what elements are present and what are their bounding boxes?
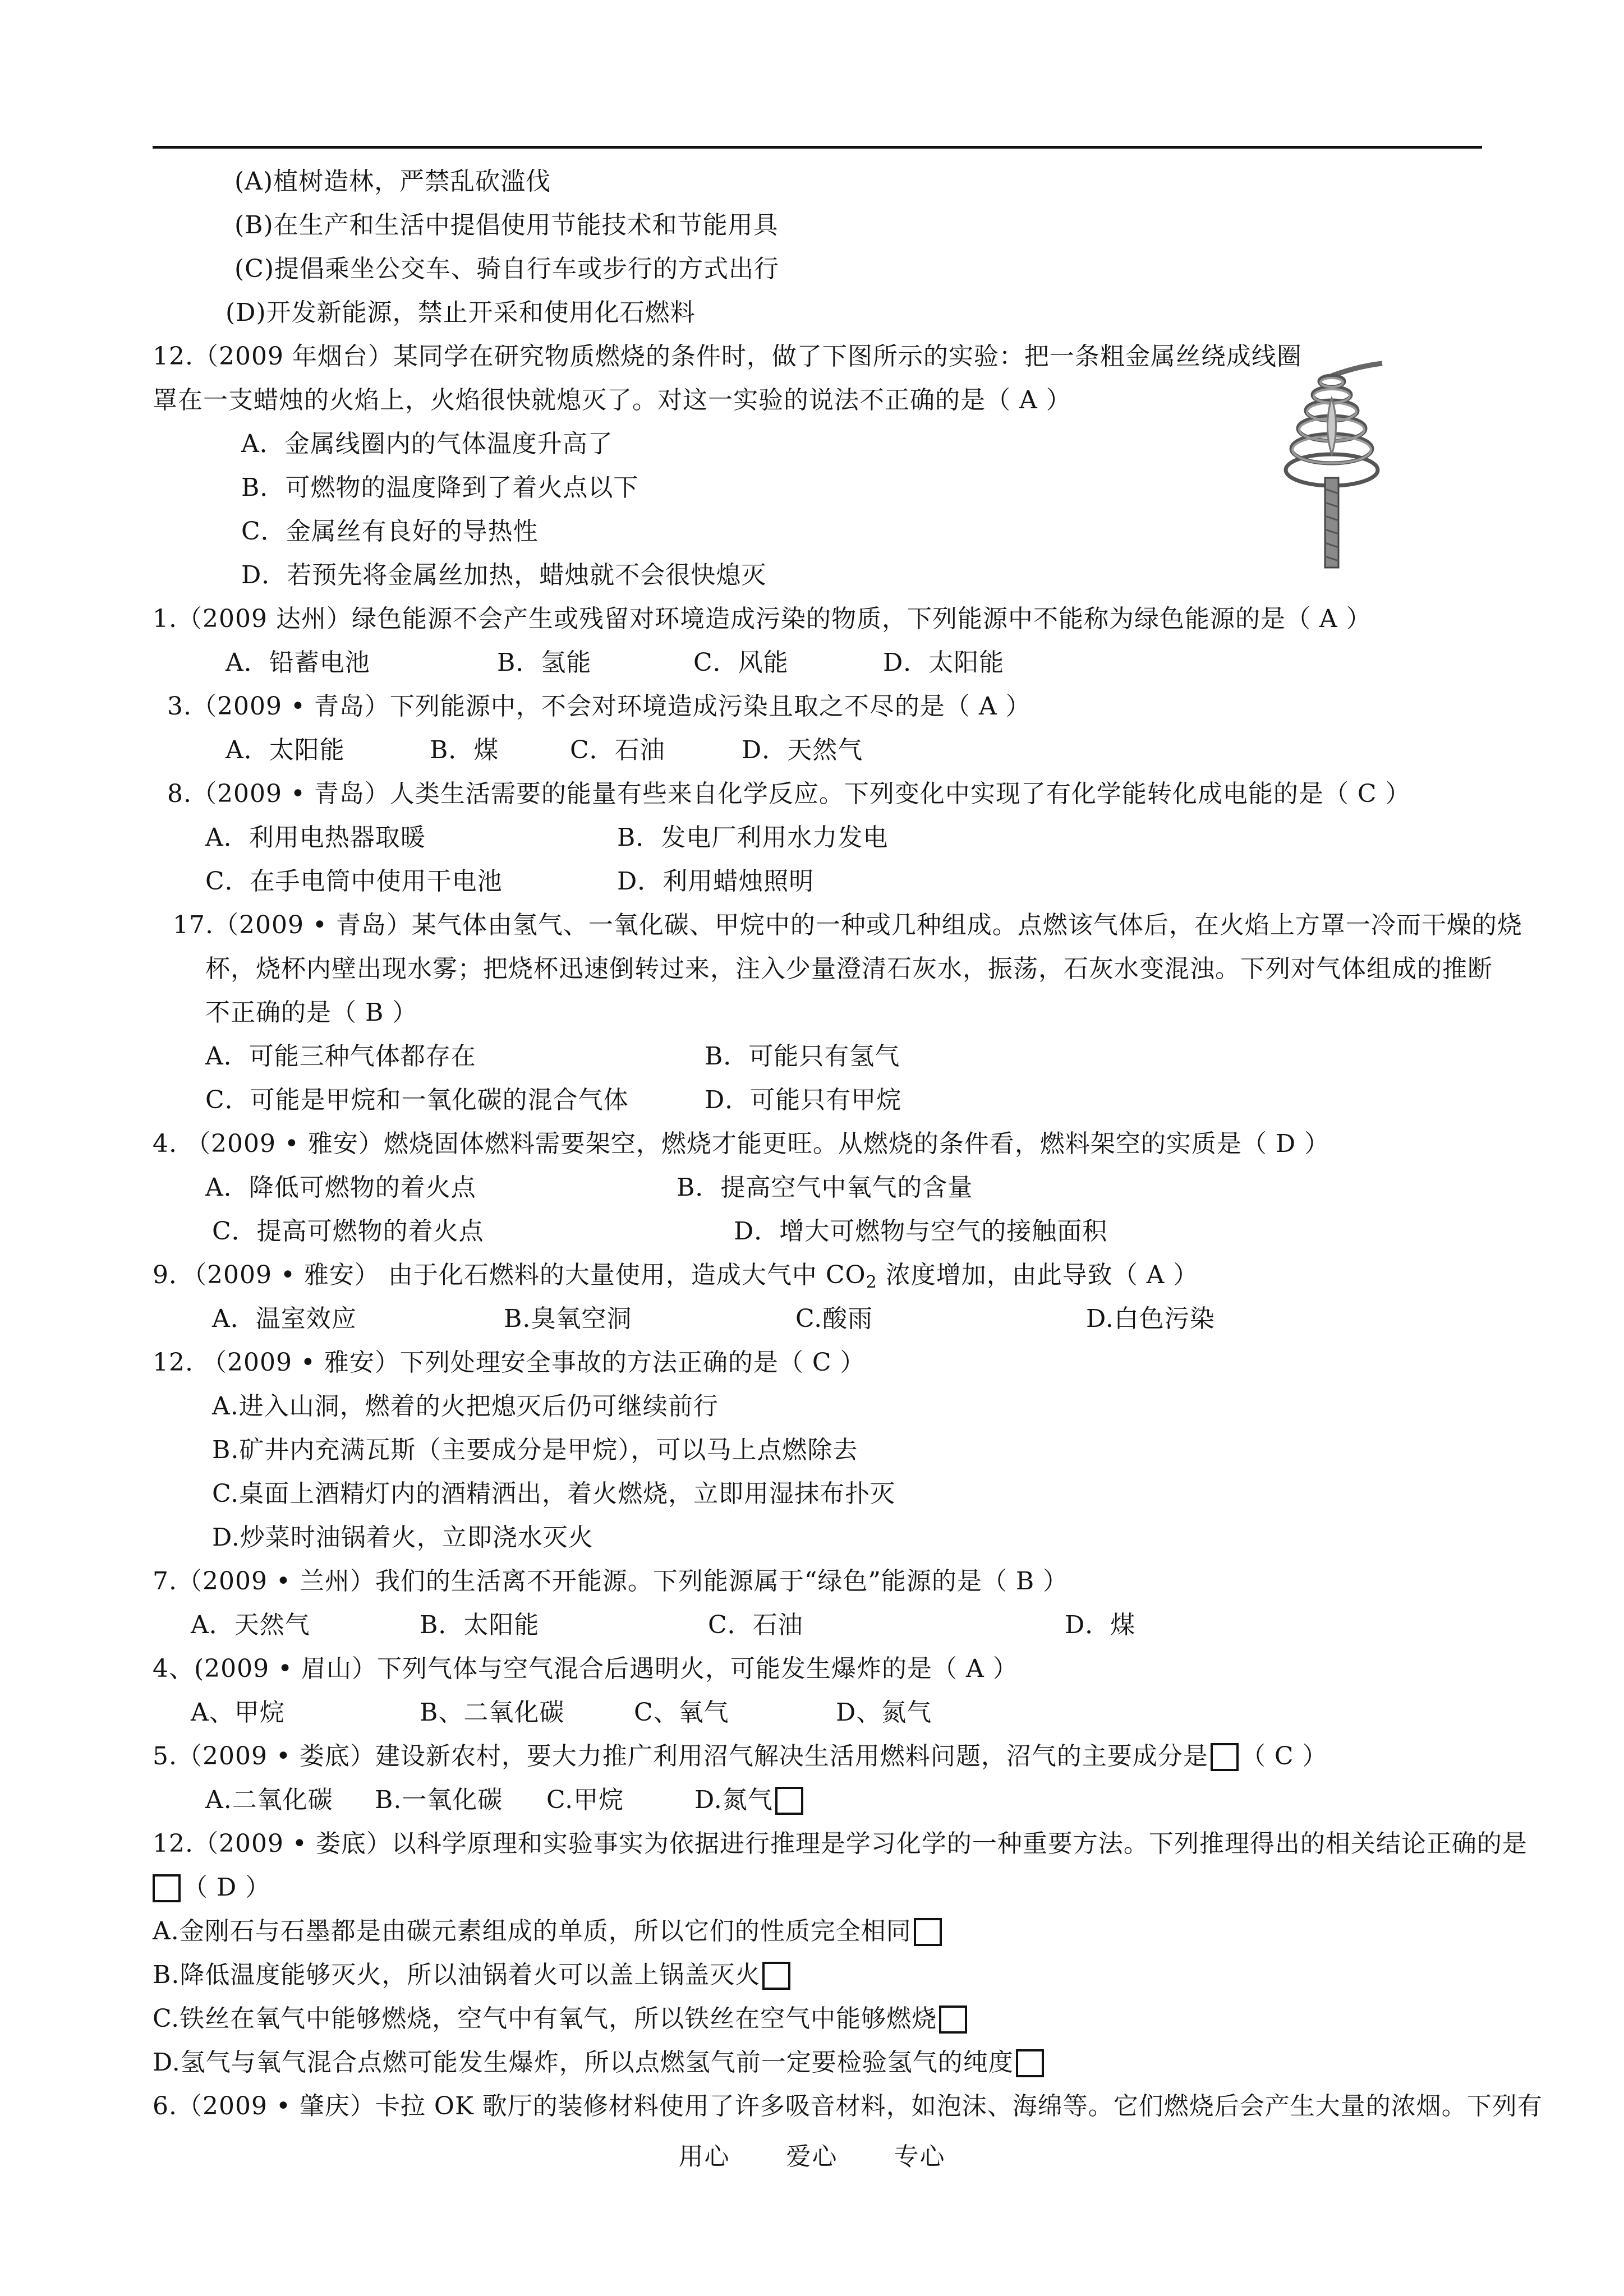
q4-yaan-options-row2 xyxy=(212,1216,1222,1247)
footer-word-3: 专心 xyxy=(894,2142,946,2171)
q4-yaan-options-row1 xyxy=(205,1172,1215,1204)
q7-lanzhou-option-b: B．太阳能 xyxy=(420,1611,540,1639)
footer-word-1: 用心 xyxy=(678,2142,730,2171)
q8-qingdao-option-a: A．利用电热器取暖 xyxy=(205,823,426,852)
header-rule xyxy=(153,146,1482,149)
q6-zhaoqing-stem: 6.（2009 • 肇庆）卡拉 OK 歌厅的装修材料使用了许多吸音材料，如泡沫、海绵等。它们燃烧后会产生大量的浓烟。下列有 xyxy=(153,2092,1543,2120)
q1-dazhou-option-a: A．铅蓄电池 xyxy=(226,648,370,677)
q9-yaan-option-c: C.酸雨 xyxy=(795,1304,873,1333)
q4-meishan-option-a: A、甲烷 xyxy=(191,1698,285,1727)
q5-loudi-answer: （ C ） xyxy=(1240,1742,1328,1771)
q17-qingdao-option-d: D．可能只有甲烷 xyxy=(705,1086,902,1114)
q12-yaan-stem: 12. （2009 • 雅安）下列处理安全事故的方法正确的是（ C ） xyxy=(153,1348,866,1377)
q3-qingdao-stem: 3.（2009 • 青岛）下列能源中，不会对环境造成污染且取之不尽的是（ A ） xyxy=(167,692,1031,721)
blank-box xyxy=(775,1787,803,1815)
q8-qingdao-options-row1 xyxy=(205,822,991,854)
q1-dazhou-stem: 1.（2009 达州）绿色能源不会产生或残留对环境造成污染的物质，下列能源中不能称为绿色能源的是（ A ） xyxy=(153,605,1372,633)
q17-qingdao-stem-2: 杯，烧杯内壁出现水雾；把烧杯迅速倒转过来，注入少量澄清石灰水，振荡，石灰水变混浊。下列对气体组成的推断 xyxy=(205,955,1493,983)
footer-word-2: 爱心 xyxy=(786,2142,838,2171)
q12-loudi-answer-line xyxy=(153,1872,270,1903)
q11-option-c: (C)提倡乘坐公交车、骑自行车或步行的方式出行 xyxy=(234,255,779,283)
q8-qingdao-option-c: C．在手电筒中使用干电池 xyxy=(205,867,503,896)
q8-qingdao-options-row2 xyxy=(205,866,991,897)
q4-yaan-option-a: A．降低可燃物的着火点 xyxy=(205,1173,476,1202)
q9-yaan-stem-pre: 9．（2009 • 雅安） 由于化石燃料的大量使用，造成大气中 CO xyxy=(153,1261,866,1289)
q17-qingdao-option-c: C．可能是甲烷和一氧化碳的混合气体 xyxy=(205,1086,629,1114)
q9-yaan-option-d: D.白色污染 xyxy=(1086,1304,1215,1333)
q9-yaan-stem-post: 浓度增加，由此导致（ A ） xyxy=(877,1261,1199,1289)
q17-qingdao-stem-1: 17.（2009 • 青岛）某气体由氢气、一氧化碳、甲烷中的一种或几种组成。点燃该气体后，在火焰上方罩一冷而干燥的烧 xyxy=(173,911,1522,939)
q3-qingdao-option-c: C．石油 xyxy=(570,736,665,764)
q3-qingdao-option-b: B．煤 xyxy=(430,736,499,764)
q12-yantai-option-d: D．若预先将金属丝加热，蜡烛就不会很快熄灭 xyxy=(241,561,767,589)
q11-option-d: (D)开发新能源，禁止开采和使用化石燃料 xyxy=(226,298,696,327)
q7-lanzhou-option-d: D．煤 xyxy=(1065,1611,1136,1639)
q12-yaan-option-a: A.进入山洞，燃着的火把熄灭后仍可继续前行 xyxy=(212,1392,719,1421)
q12-loudi-stem: 12.（2009 • 娄底）以科学原理和实验事实为依据进行推理是学习化学的一种重要方法。下列推理得出的相关结论正确的是 xyxy=(153,1829,1528,1858)
q9-yaan-options xyxy=(212,1303,1278,1335)
metal-coil-candle-figure xyxy=(1278,359,1384,572)
blank-box xyxy=(1016,2049,1044,2077)
blank-box xyxy=(762,1962,790,1990)
q3-qingdao-option-a: A．太阳能 xyxy=(226,736,345,764)
q17-qingdao-options-row1 xyxy=(205,1041,1103,1072)
q4-yaan-option-c: C．提高可燃物的着火点 xyxy=(212,1217,484,1246)
q9-yaan-option-b: B.臭氧空洞 xyxy=(504,1304,632,1333)
q17-qingdao-stem-3: 不正确的是（ B ） xyxy=(205,998,418,1027)
q7-lanzhou-stem: 7.（2009 • 兰州）我们的生活离不开能源。下列能源属于“绿色”能源的是（ B ） xyxy=(153,1567,1069,1596)
q9-yaan-stem xyxy=(153,1260,1198,1291)
q12-loudi-option-b-text: B.降低温度能够灭火，所以油锅着火可以盖上锅盖灭火 xyxy=(153,1961,761,1989)
blank-box xyxy=(914,1918,942,1946)
q12-loudi-option-b xyxy=(153,1960,793,1991)
q4-yaan-option-d: D．增大可燃物与空气的接触面积 xyxy=(734,1217,1108,1246)
q7-lanzhou-option-c: C．石油 xyxy=(708,1611,803,1639)
q12-yantai-stem-2: 罩在一支蜡烛的火焰上，火焰很快就熄灭了。对这一实验的说法不正确的是（ A ） xyxy=(153,386,1071,414)
q1-dazhou-option-d: D．太阳能 xyxy=(883,648,1005,677)
q4-yaan-option-b: B．提高空气中氧气的含量 xyxy=(677,1173,973,1202)
page-footer xyxy=(0,2141,1624,2173)
q12-yantai-option-b: B．可燃物的温度降到了着火点以下 xyxy=(241,473,639,502)
q12-loudi-option-a xyxy=(153,1916,944,1947)
q3-qingdao-option-d: D．天然气 xyxy=(742,736,863,764)
q8-qingdao-stem: 8.（2009 • 青岛）人类生活需要的能量有些来自化学反应。下列变化中实现了有化学能转化成电能的是（ C ） xyxy=(167,780,1411,808)
q12-loudi-option-c xyxy=(153,2003,969,2035)
q12-yaan-option-b: B.矿井内充满瓦斯（主要成分是甲烷），可以马上点燃除去 xyxy=(212,1436,858,1464)
q7-lanzhou-options xyxy=(191,1610,1257,1641)
blank-box xyxy=(939,2005,967,2034)
q4-yaan-stem: 4. （2009 • 雅安）燃烧固体燃料需要架空，燃烧才能更旺。从燃烧的条件看，燃料架空的实质是（ D ） xyxy=(153,1129,1330,1158)
q12-loudi-answer: （ D ） xyxy=(183,1873,271,1902)
q4-meishan-option-b: B、二氧化碳 xyxy=(420,1698,565,1727)
q12-loudi-option-d xyxy=(153,2047,1046,2078)
q4-meishan-option-c: C、氧气 xyxy=(634,1698,729,1727)
q5-loudi-stem-text: 5.（2009 • 娄底）建设新农村，要大力推广利用沼气解决生活用燃料问题，沼气的主要成分是 xyxy=(153,1742,1208,1771)
q11-option-b: (B)在生产和生活中提倡使用节能技术和节能用具 xyxy=(234,211,779,239)
q4-meishan-option-d: D、氮气 xyxy=(836,1698,932,1727)
q8-qingdao-option-b: B．发电厂利用水力发电 xyxy=(617,823,889,852)
q3-qingdao-options xyxy=(226,735,899,766)
q17-qingdao-options-row2 xyxy=(205,1085,1103,1116)
blank-box xyxy=(153,1874,181,1902)
q5-loudi-option-a: A.二氧化碳 xyxy=(205,1786,333,1814)
q4-meishan-stem: 4、(2009 • 眉山）下列气体与空气混合后遇明火，可能发生爆炸的是（ A ） xyxy=(153,1654,1018,1683)
q12-yaan-option-d: D.炒菜时油锅着火，立即浇水灭火 xyxy=(212,1523,594,1552)
q1-dazhou-option-c: C．风能 xyxy=(693,648,789,677)
q7-lanzhou-option-a: A．天然气 xyxy=(191,1611,310,1639)
q12-yantai-option-c: C．金属丝有良好的导热性 xyxy=(241,517,539,546)
q1-dazhou-option-b: B．氢能 xyxy=(497,648,592,677)
q9-yaan-stem-subscript: 2 xyxy=(866,1273,877,1292)
q5-loudi-option-d-text: D.氮气 xyxy=(694,1786,773,1814)
q5-loudi-option-b: B.一氧化碳 xyxy=(375,1786,503,1814)
blank-box xyxy=(1211,1743,1239,1771)
q12-loudi-option-a-text: A.金刚石与石墨都是由碳元素组成的单质，所以它们的性质完全相同 xyxy=(153,1917,912,1945)
q12-yantai-option-a: A．金属线圈内的气体温度升高了 xyxy=(241,430,613,458)
q5-loudi-option-c: C.甲烷 xyxy=(546,1786,624,1814)
q5-loudi-options xyxy=(205,1785,878,1816)
q12-loudi-option-c-text: C.铁丝在氧气中能够燃烧，空气中有氧气，所以铁丝在空气中能够燃烧 xyxy=(153,2004,937,2033)
q12-yantai-stem-1: 12.（2009 年烟台）某同学在研究物质燃烧的条件时，做了下图所示的实验：把一条粗金属丝绕成线圈 xyxy=(153,342,1302,371)
q5-loudi-option-d xyxy=(694,1785,806,1816)
q9-yaan-option-a: A．温室效应 xyxy=(212,1304,357,1333)
q17-qingdao-option-b: B．可能只有氢气 xyxy=(705,1042,900,1071)
q5-loudi-stem xyxy=(153,1741,1328,1772)
q11-option-a: (A)植树造林，严禁乱砍滥伐 xyxy=(234,167,551,196)
q1-dazhou-options xyxy=(226,647,1011,679)
q12-yaan-option-c: C.桌面上酒精灯内的酒精洒出，着火燃烧，立即用湿抹布扑灭 xyxy=(212,1479,896,1508)
q12-loudi-option-d-text: D.氢气与氧气混合点燃可能发生爆炸，所以点燃氢气前一定要检验氢气的纯度 xyxy=(153,2048,1014,2077)
q8-qingdao-option-d: D．利用蜡烛照明 xyxy=(617,867,815,896)
q4-meishan-options xyxy=(191,1697,976,1728)
q17-qingdao-option-a: A．可能三种气体都存在 xyxy=(205,1042,476,1071)
